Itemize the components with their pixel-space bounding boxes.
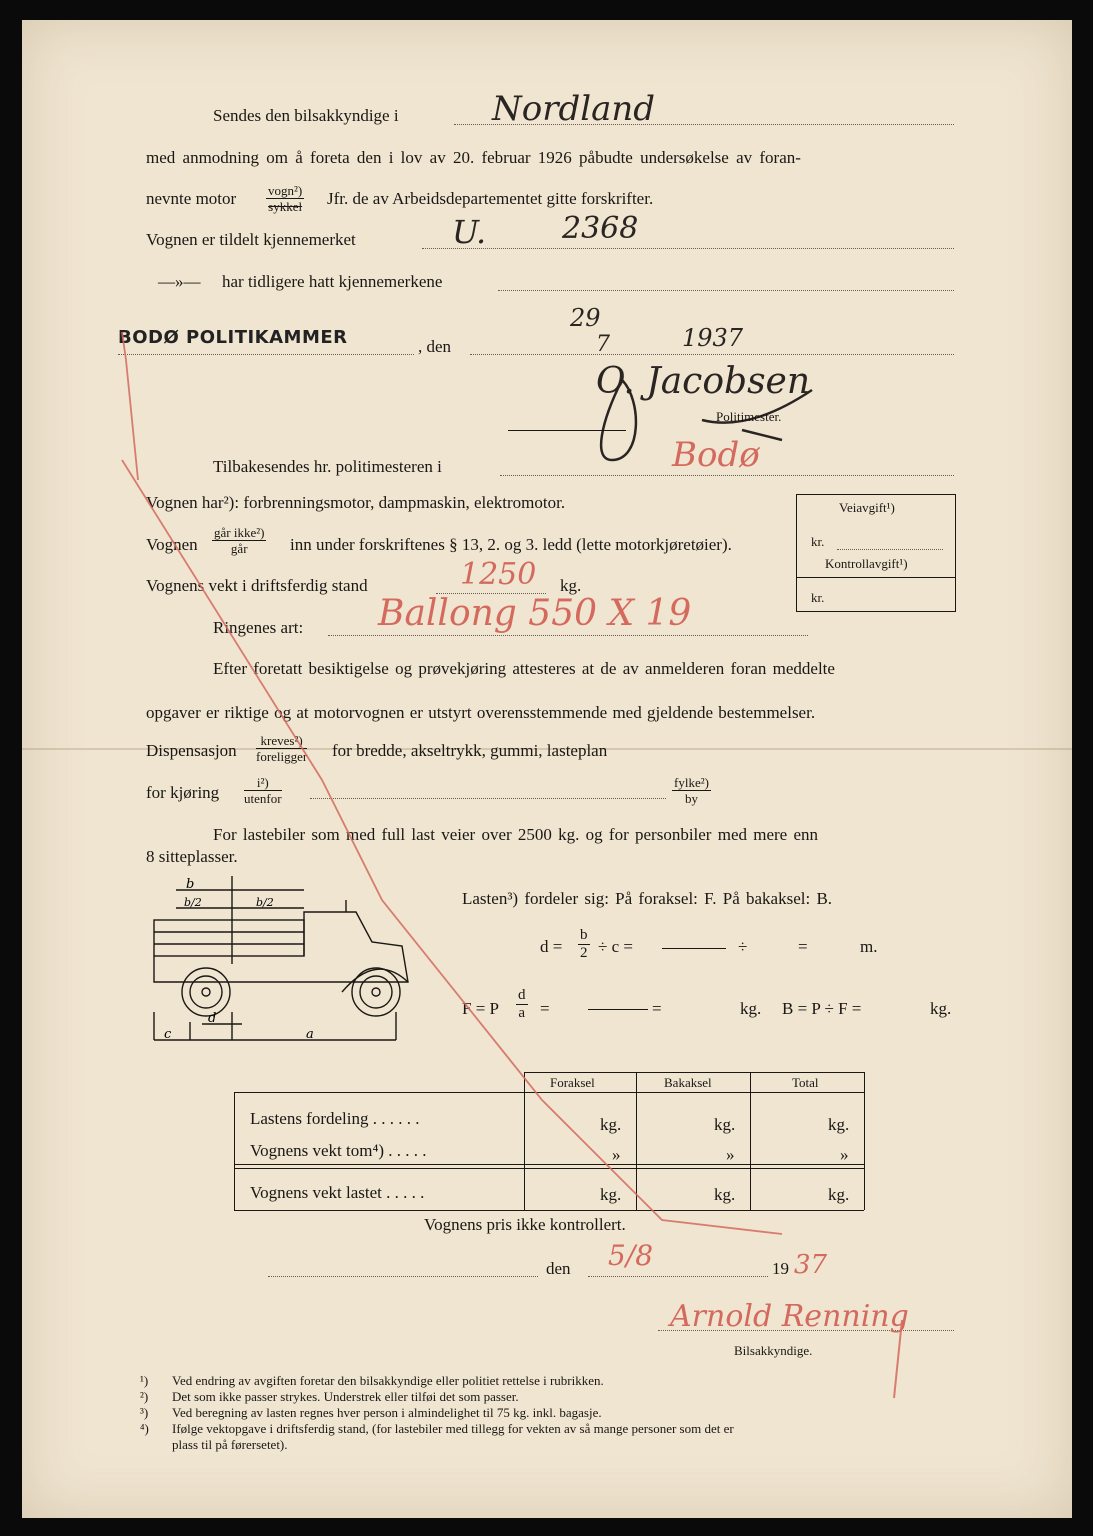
veiavgift-label: Veiavgift¹) xyxy=(839,500,895,515)
ditto-mark: —»— xyxy=(158,272,201,291)
formula-B: B = P ÷ F = xyxy=(782,999,862,1018)
header-line1-prefix: Sendes den bilsakkyndige i xyxy=(213,106,399,125)
lastebil-line1: For lastebiler som med full last veier over 2500 kg. og for personbiler med mere enn xyxy=(213,825,819,844)
handwritten-date-day: 29 xyxy=(570,304,601,332)
pris-line: Vognens pris ikke kontrollert. xyxy=(424,1215,626,1234)
formula-d-div: ÷ xyxy=(738,937,748,956)
vekt-label: Vognens vekt i driftsferdig stand xyxy=(146,576,368,595)
table-cell: » xyxy=(612,1145,621,1164)
fraction-denominator: sykkel xyxy=(268,199,303,214)
footnote-mark: ³) xyxy=(140,1405,149,1420)
attest-line1: Efter foretatt besiktigelse og prøvekjøring attesteres at de av anmelderen foran meddelte xyxy=(213,659,835,678)
handwritten-plate-number: 2368 xyxy=(562,211,639,246)
footnote-text: Det som ikke passer strykes. Understrek eller tilføi det som passer. xyxy=(172,1389,519,1404)
footnote-mark: ¹) xyxy=(140,1373,149,1388)
handwritten-return-city: Bodø xyxy=(672,435,760,475)
lastebil-line2: 8 sitteplasser. xyxy=(146,847,238,866)
table-row-label: Vognens vekt tom⁴) . . . . . xyxy=(250,1141,427,1160)
footnote-mark: ⁴) xyxy=(140,1421,149,1436)
kontrollavgift-label: Kontrollavgift¹) xyxy=(825,556,908,571)
footnote-mark: ²) xyxy=(140,1389,149,1404)
handwritten-inspection-date: 5/8 xyxy=(608,1239,654,1272)
bilsakkyndige-label: Bilsakkyndige. xyxy=(734,1343,813,1358)
formula-d-unit: m. xyxy=(860,937,878,956)
fraction-numerator: b xyxy=(580,927,588,943)
diagram-b-label: b xyxy=(186,877,195,892)
politimester-label: Politimester. xyxy=(716,409,782,424)
fraction-numerator: i²) xyxy=(244,776,282,791)
fraction-denominator: by xyxy=(684,791,698,806)
disp-suffix: for bredde, akseltrykk, gummi, lasteplan xyxy=(332,741,608,760)
fraction-numerator: d xyxy=(518,987,526,1003)
formula-F-kg: kg. xyxy=(740,999,762,1018)
diagram-d-label: d xyxy=(208,1011,217,1026)
handwritten-date-month: 7 xyxy=(596,332,610,357)
formula-d-left: d = xyxy=(540,937,563,956)
table-cell: kg. xyxy=(828,1185,850,1204)
table-cell: kg. xyxy=(714,1115,736,1134)
table-header-total: Total xyxy=(792,1075,819,1090)
fraction-denominator: a xyxy=(518,1005,526,1021)
formula-d-mid: ÷ c = xyxy=(598,937,633,956)
ringenes-label: Ringenes art: xyxy=(213,618,304,637)
formula-B-kg: kg. xyxy=(930,999,952,1018)
gar-suffix: inn under forskriftenes § 13, 2. og 3. ledd (lette motorkjøretøier). xyxy=(290,535,732,554)
footnote-text: plass til på førersetet). xyxy=(172,1437,288,1452)
table-cell: » xyxy=(726,1145,735,1164)
inspector-signature: Arnold Renning xyxy=(670,1299,909,1334)
diagram-a-label: a xyxy=(306,1027,314,1042)
table-header-bakaksel: Bakaksel xyxy=(664,1075,712,1090)
fraction-numerator: kreves²) xyxy=(256,734,307,749)
fraction-denominator: 2 xyxy=(580,945,588,961)
table-cell: kg. xyxy=(828,1115,850,1134)
handwritten-plate-letter: U. xyxy=(452,213,487,251)
formula-F-eq2: = xyxy=(652,999,662,1018)
header-line3-prefix: nevnte motor xyxy=(146,189,237,208)
kjoring-prefix: for kjøring xyxy=(146,783,220,802)
footnote-text: Ved endring av avgiften foretar den bilsakkyndige eller politiet rettelse i rubrikken. xyxy=(172,1373,604,1388)
footnote-text: Ifølge vektopgave i driftsferdig stand, (for lastebiler med tillegg for vekten av så mange personer som det er xyxy=(172,1421,734,1436)
table-cell: kg. xyxy=(714,1185,736,1204)
handwritten-date-year: 1937 xyxy=(682,324,744,352)
red-pencil-stroke xyxy=(22,20,1072,1518)
header-line5-text: har tidligere hatt kjennemerkene xyxy=(222,272,443,291)
formula-F-eq1: = xyxy=(540,999,550,1018)
diagram-b2-label: b/2 xyxy=(184,896,202,909)
fraction-denominator: foreligger xyxy=(256,749,308,764)
kr-label: kr. xyxy=(811,590,825,605)
disp-prefix: Dispensasjon xyxy=(146,741,237,760)
formula-d-eq: = xyxy=(798,937,808,956)
header-line2: med anmodning om å foreta den i lov av 20. februar 1926 påbudte undersøkelse av foran- xyxy=(146,148,801,167)
formula-F-left: F = P xyxy=(462,999,499,1018)
header-line3-suffix: Jfr. de av Arbeidsdepartementet gitte forskrifter. xyxy=(327,189,654,208)
handwritten-tyre-size: Ballong 550 X 19 xyxy=(378,593,692,634)
den-label: , den xyxy=(418,337,452,356)
attest-line2: opgaver er riktige og at motorvognen er utstyrt overensstemmende med gjeldende bestemmelser. xyxy=(146,703,816,722)
vekt-unit: kg. xyxy=(560,576,582,595)
handwritten-weight: 1250 xyxy=(460,557,537,592)
vognen-har-line: Vognen har²): forbrenningsmotor, dampmaskin, elektromotor. xyxy=(146,493,566,512)
police-chief-signature: O. Jacobsen xyxy=(596,361,811,402)
fraction-denominator: utenfor xyxy=(244,791,282,806)
fraction-numerator: går ikke²) xyxy=(214,525,265,540)
lasten-line: Lasten³) fordeler sig: På foraksel: F. På bakaksel: B. xyxy=(462,889,833,908)
header-line4-prefix: Vognen er tildelt kjennemerket xyxy=(146,230,356,249)
footer-year-prefix: 19 xyxy=(772,1259,789,1278)
table-cell: » xyxy=(840,1145,849,1164)
handwritten-year: 37 xyxy=(794,1250,828,1280)
tilbake-prefix: Tilbakesendes hr. politimesteren i xyxy=(213,457,442,476)
footer-den-label: den xyxy=(546,1259,571,1278)
table-row-label: Vognens vekt lastet . . . . . xyxy=(250,1183,425,1202)
table-cell: kg. xyxy=(600,1115,622,1134)
diagram-c-label: c xyxy=(164,1027,172,1042)
vognen-prefix: Vognen xyxy=(146,535,198,554)
kr-label: kr. xyxy=(811,534,825,549)
fraction-numerator: fylke²) xyxy=(674,775,709,790)
table-row-label: Lastens fordeling . . . . . . xyxy=(250,1109,420,1128)
fraction-numerator: vogn²) xyxy=(268,183,303,198)
diagram-b2-label: b/2 xyxy=(256,896,274,909)
form-sheet xyxy=(22,20,1072,1518)
footnote-text: Ved beregning av lasten regnes hver person i almindelighet til 75 kg. inkl. bagasje. xyxy=(172,1405,602,1420)
handwritten-county: Nordland xyxy=(492,89,656,129)
table-header-foraksel: Foraksel xyxy=(550,1075,595,1090)
table-cell: kg. xyxy=(600,1185,622,1204)
police-stamp: BODØ POLITIKAMMER xyxy=(118,327,348,348)
fraction-denominator: går xyxy=(230,541,248,556)
